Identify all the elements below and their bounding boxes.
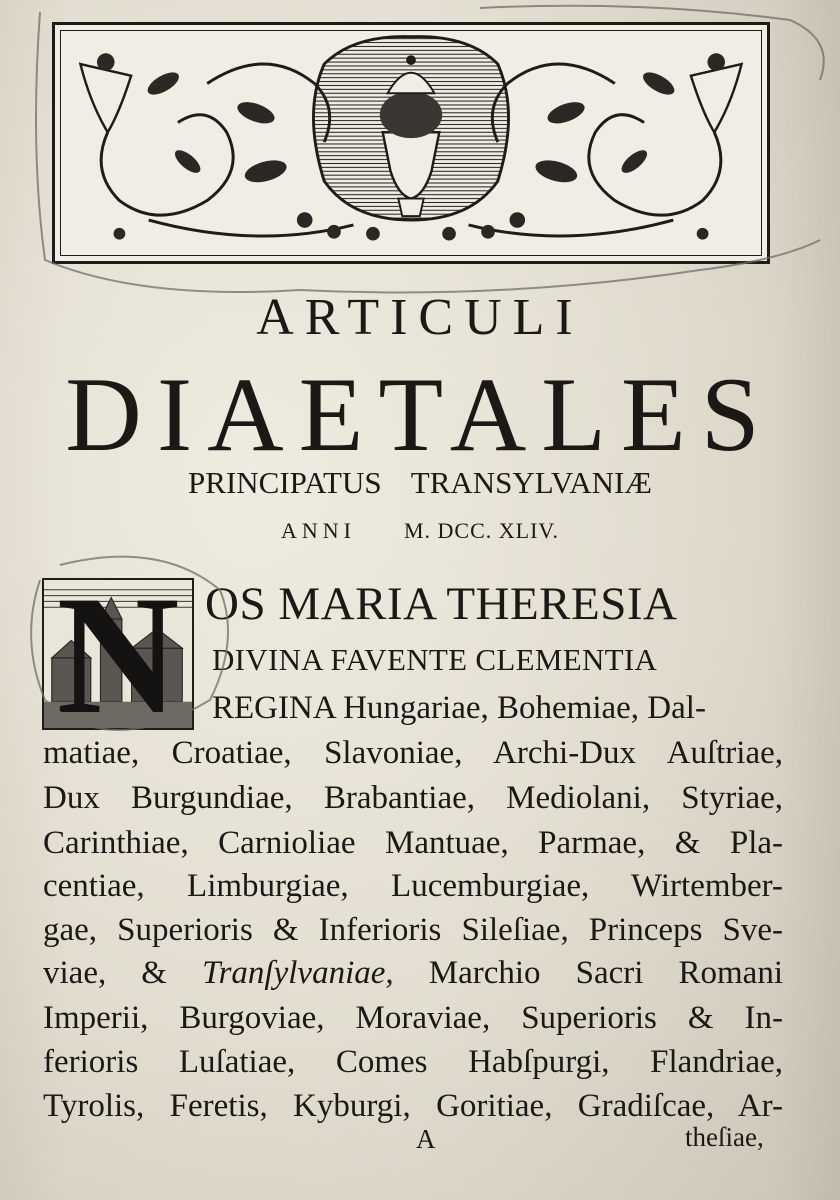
year-anni: ANNI xyxy=(280,518,356,543)
text-line-10: Imperii, Burgoviae, Moraviae, Superioris & In- xyxy=(43,1000,783,1036)
text-line-5: Dux Burgundiae, Brabantiae, Mediolani, Styriae, xyxy=(43,780,783,816)
text-line-3: REGINA Hungariae, Bohemiae, Dal- xyxy=(212,690,706,726)
text-line-1: OS MARIA THERESIA xyxy=(205,578,678,630)
signature-mark: A xyxy=(416,1124,436,1154)
text-line-4: matiae, Croatiae, Slavoniae, Archi-Dux Auſtriae, xyxy=(43,735,783,771)
headpiece-engraving xyxy=(55,25,767,261)
title-diaetales: DIAETALES xyxy=(65,356,775,473)
text-line-9-end: Marchio Sacri Romani xyxy=(428,955,784,991)
text-line-9 xyxy=(43,953,783,993)
subtitle-principatus: PRINCIPATUS TRANSYLVANIÆ xyxy=(188,465,652,500)
headpiece-ornament xyxy=(52,22,770,264)
catchword: theſiae, xyxy=(685,1122,764,1152)
decorated-initial xyxy=(42,578,194,730)
text-line-7: centiae, Limburgiae, Lucemburgiae, Wirtember- xyxy=(43,868,783,904)
text-line-12: Tyrolis, Feretis, Kyburgi, Goritiae, Gradiſcae, Ar- xyxy=(43,1088,783,1124)
text-line-6: Carinthiae, Carnioliae Mantuae, Parmae, & Pla- xyxy=(43,825,783,861)
title-articuli: ARTICULI xyxy=(256,289,584,346)
text-line-8: gae, Superioris & Inferioris Sileſiae, Princeps Sve- xyxy=(43,912,783,948)
text-line-9-italic: Tranſylvaniae, xyxy=(202,955,394,991)
text-line-9-start: viae, & xyxy=(43,955,167,991)
year-numeral: M. DCC. XLIV. xyxy=(403,518,559,543)
text-line-2: DIVINA FAVENTE CLEMENTIA xyxy=(212,642,658,677)
subtitle-year xyxy=(0,518,840,544)
text-line-11: ferioris Luſatiae, Comes Habſpurgi, Flandriae, xyxy=(43,1044,783,1080)
initial-letter: N xyxy=(56,578,180,730)
